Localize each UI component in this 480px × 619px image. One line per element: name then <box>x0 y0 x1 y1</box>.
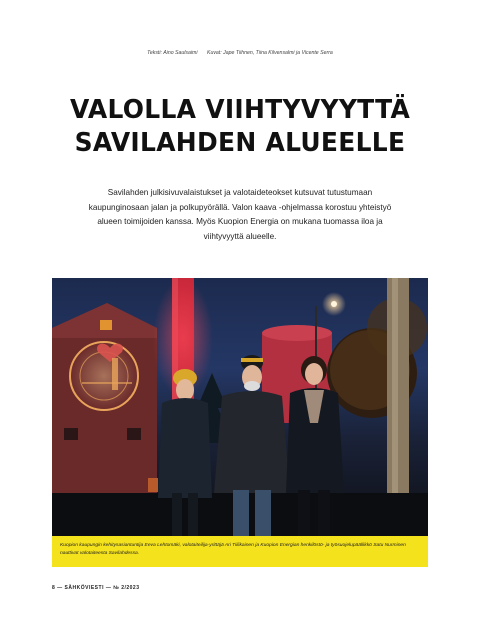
photo-credit: Kuvat: Jape Tiihnen, Tiina Kilvensalmi ja Vicente Serra <box>206 50 333 56</box>
page-footer: 8 — SÄHKÖVIESTI — № 2/2023 <box>52 585 140 591</box>
headline-line-1: VALOLLA VIIHTYVYYTTÄ <box>69 95 411 125</box>
headline-line-2: SAVILAHDEN ALUEELLE <box>74 128 406 158</box>
credits-line <box>0 50 480 56</box>
article-photo <box>52 278 428 536</box>
lead-paragraph: Savilahden julkisivuvalaistukset ja valotaideteokset kutsuvat tutustumaan kaupunginosaan jalan ja polkupyörällä. Valon kaava -ohjelmassa korostuu yhteistyö alueen toimijoiden kanssa. Myös Kuopion Energia on mukana tuomassa iloa ja viihtyvyyttä alueelle. <box>88 188 392 241</box>
article-headline <box>10 94 471 160</box>
photo-illustration <box>52 278 428 536</box>
text-credit: Teksti: Aino Saulsaimi <box>147 50 198 56</box>
photo-caption: Kuopion kaupungin kehitysasiantuntija Eeva Lehtomäki, valotaiteilija-yrittäjä Ari Tiilikainen ja Kuopion Energian henkilöstö- ja työsuojelupäällikkö Satu Nurminen nauttivat valotaiteesta Savilahdessa. <box>52 536 428 567</box>
